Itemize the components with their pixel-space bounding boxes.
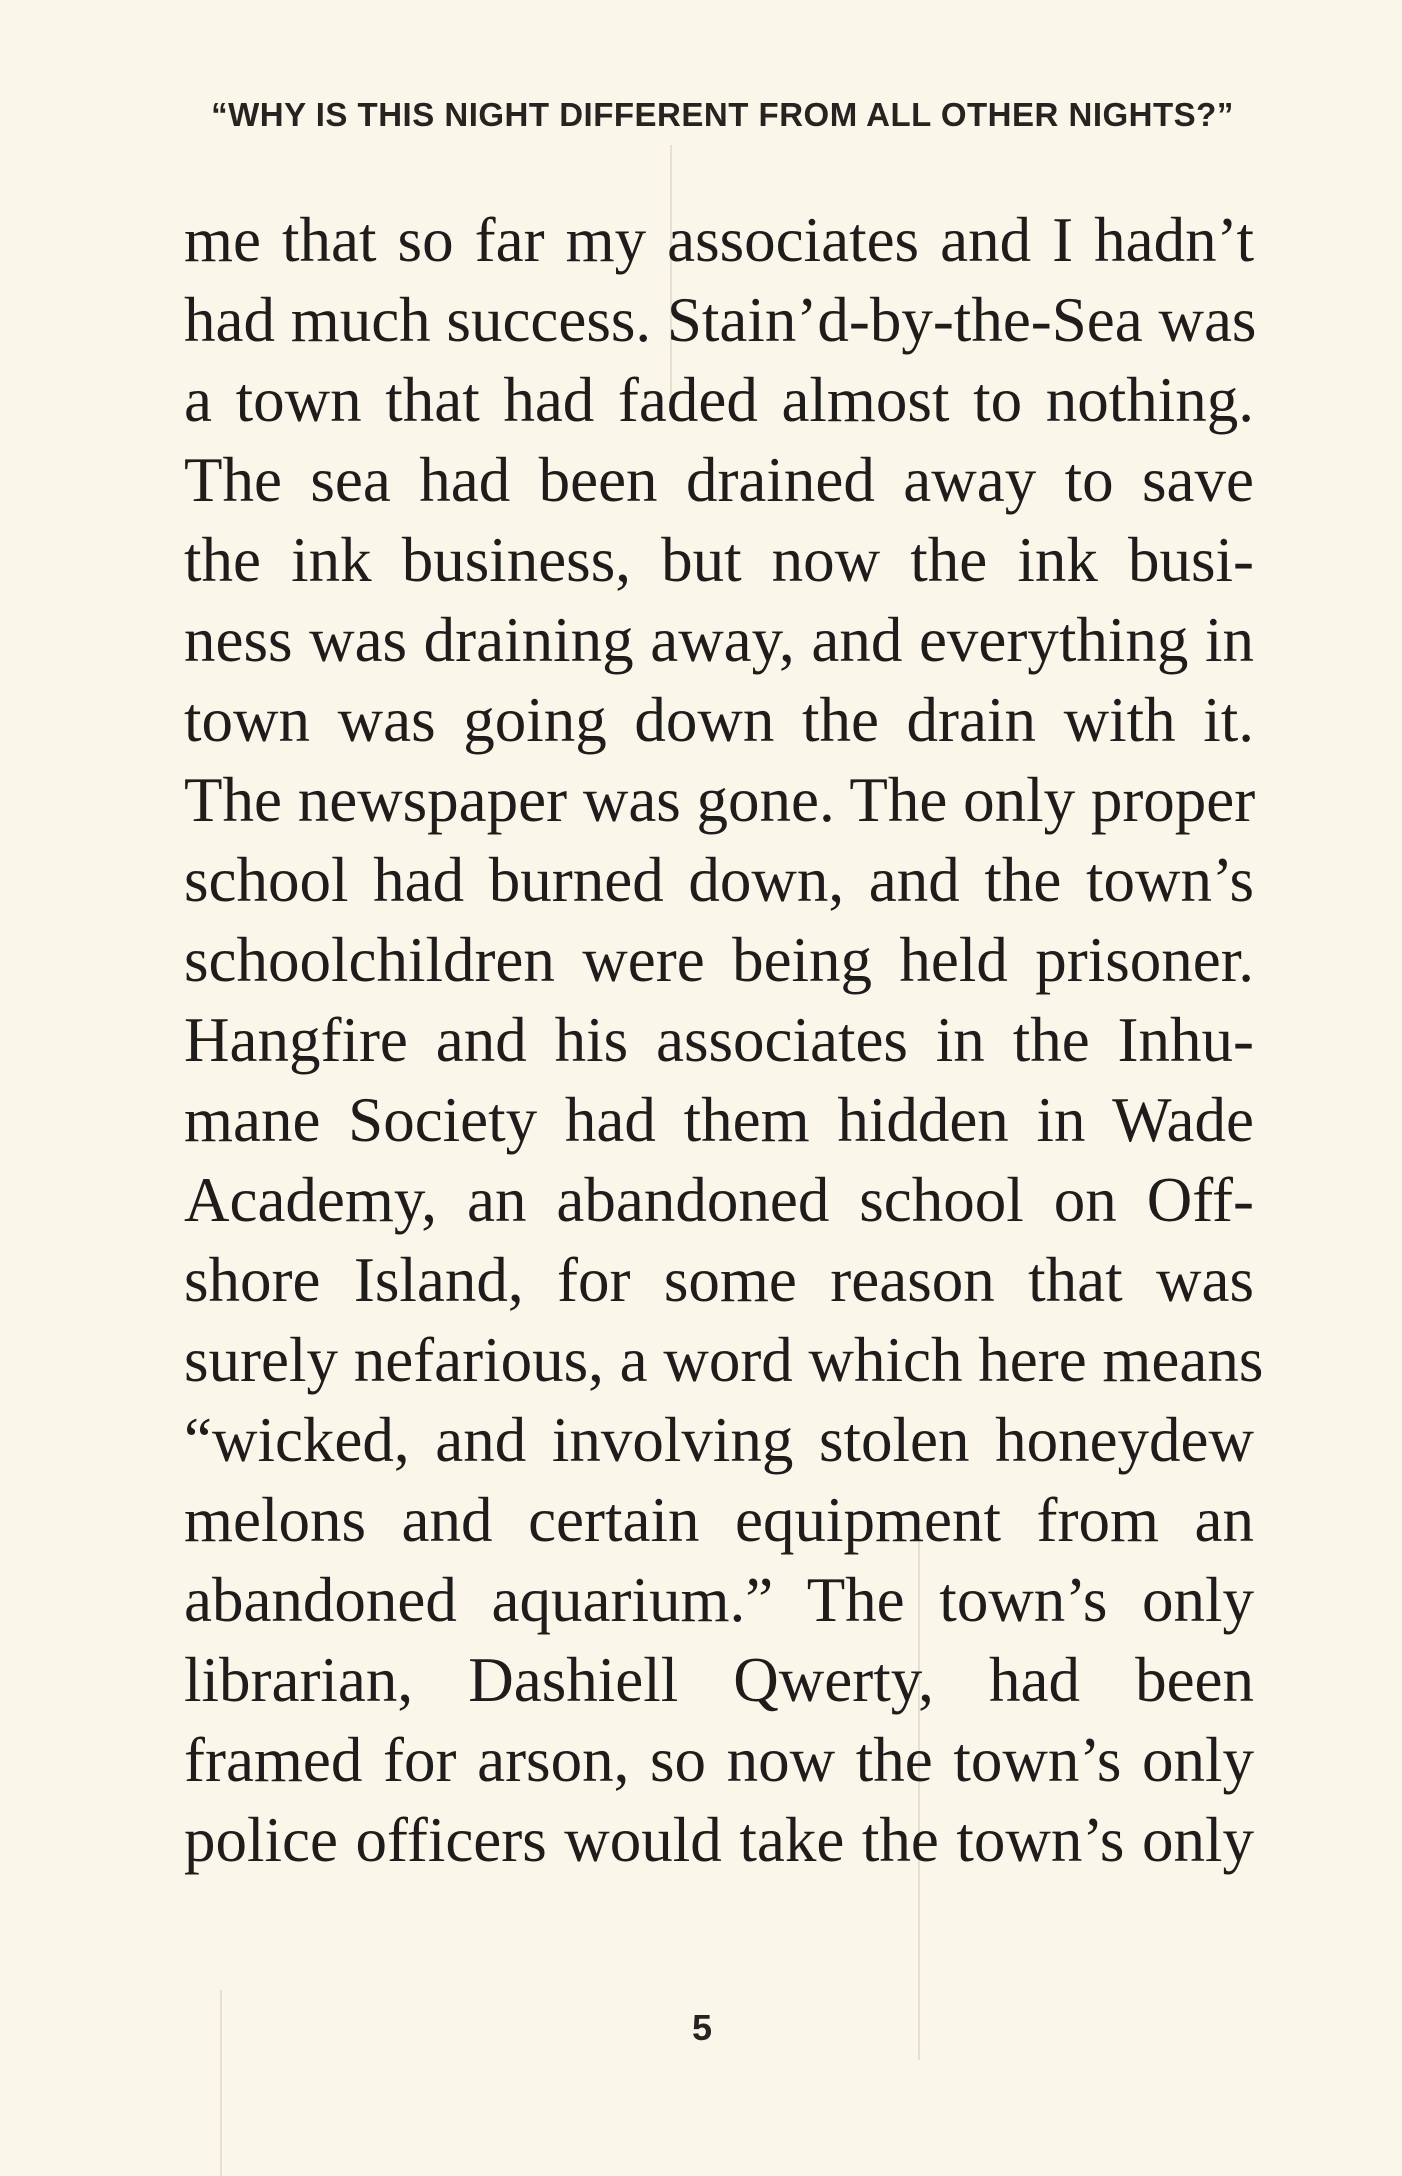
text-line: “wicked, and involving stolen honeydew — [184, 1405, 1254, 1475]
text-line: librarian, Dashiell Qwerty, had been — [184, 1645, 1254, 1715]
text-line: police officers would take the town’s only — [184, 1805, 1254, 1875]
text-line: schoolchildren were being held prisoner. — [184, 925, 1254, 995]
scan-mark — [220, 1990, 222, 2176]
text-line: melons and certain equipment from an — [184, 1485, 1254, 1555]
text-line: had much success. Stain’d-by-the-Sea was — [184, 285, 1257, 355]
text-line: ness was draining away, and everything in — [184, 605, 1254, 675]
text-line: Academy, an abandoned school on Off- — [184, 1165, 1254, 1235]
text-line: mane Society had them hidden in Wade — [184, 1085, 1254, 1155]
text-line: Hangfire and his associates in the Inhu- — [184, 1005, 1254, 1075]
text-line: town was going down the drain with it. — [184, 685, 1254, 755]
text-line: me that so far my associates and I hadn’t — [184, 205, 1254, 275]
text-line: The sea had been drained away to save — [184, 445, 1254, 515]
page-number: 5 — [691, 2007, 713, 2048]
text-line: The newspaper was gone. The only proper — [184, 765, 1256, 835]
text-line: a town that had faded almost to nothing. — [184, 365, 1254, 435]
text-line: abandoned aquarium.” The town’s only — [184, 1565, 1254, 1635]
text-line: framed for arson, so now the town’s only — [184, 1725, 1254, 1795]
text-line: shore Island, for some reason that was — [184, 1245, 1254, 1315]
text-line: the ink business, but now the ink busi- — [184, 525, 1254, 595]
text-line: surely nefarious, a word which here means — [184, 1325, 1264, 1395]
body-text — [184, 200, 1264, 1880]
text-line: school had burned down, and the town’s — [184, 845, 1254, 915]
running-head: “WHY IS THIS NIGHT DIFFERENT FROM ALL OTHER NIGHTS?” — [211, 96, 1234, 133]
